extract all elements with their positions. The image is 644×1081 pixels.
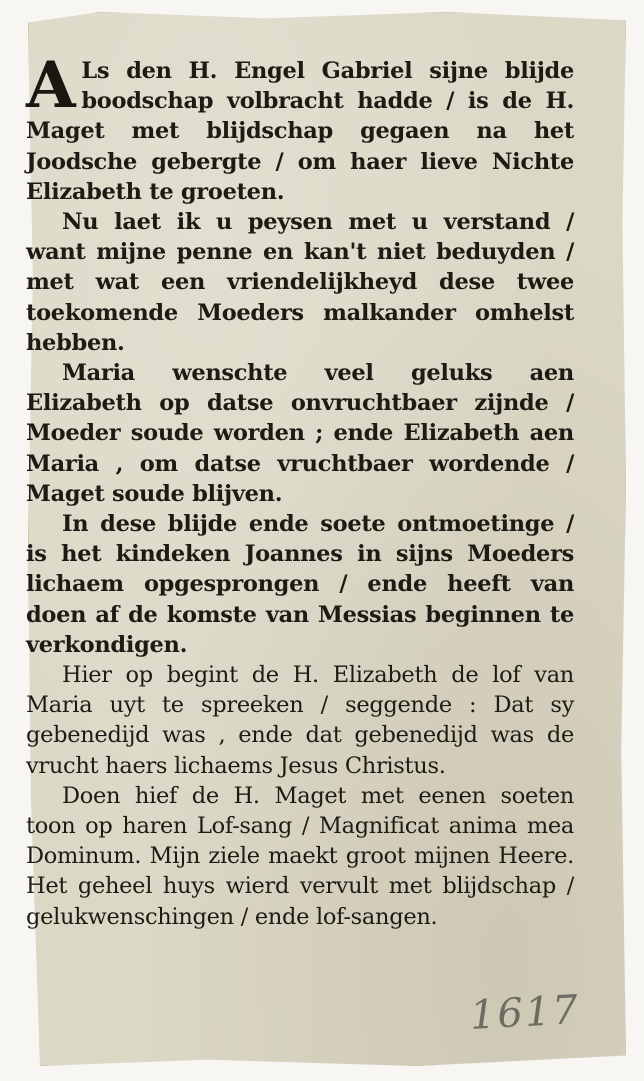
paragraph-6: Doen hief de H. Maget met eenen soeten toon op haren Lof-sang / Magnificat anima mea Dominum. Mijn ziele maekt groot mijnen Heere. Het geheel huys wierd vervult met blijdschap / gelukwenschingen / ende lof-sangen. bbox=[26, 782, 574, 930]
drop-cap-initial: A bbox=[26, 48, 76, 123]
paragraph-2: Nu laet ik u peysen met u verstand / want mijne penne en kan't niet beduyden / met wat een vriendelijkheyd dese twee toekomende Moeders malkander omhelst hebben. bbox=[26, 209, 574, 356]
handwritten-annotation: 1617 bbox=[468, 987, 581, 1039]
paragraph-4: In dese blijde ende soete ontmoetinge / is het kindeken Joannes in sijns Moeders lichaem opgesprongen / ende heeft van doen af de komste van Messias beginnen te verkondigen. bbox=[26, 511, 574, 658]
paragraph-5: Hier op begint de H. Elizabeth de lof van Maria uyt te spreeken / seggende : Dat sy gebenedijd was , ende dat gebenedijd was de vrucht haers lichaems Jesus Christus. bbox=[26, 662, 574, 779]
document-body bbox=[26, 48, 574, 932]
paragraph-1 bbox=[26, 48, 574, 207]
paragraph-1-text: Ls den H. Engel Gabriel sijne blijde boodschap volbracht hadde / is de H. Maget met blijdschap gegaen na het Joodsche gebergte / om haer lieve Nichte Elizabeth te groeten. bbox=[26, 58, 574, 205]
paragraph-3: Maria wenschte veel geluks aen Elizabeth op datse onvruchtbaer zijnde / Moeder soude worden ; ende Elizabeth aen Maria , om datse vruchtbaer wordende / Maget soude blijven. bbox=[26, 360, 574, 507]
